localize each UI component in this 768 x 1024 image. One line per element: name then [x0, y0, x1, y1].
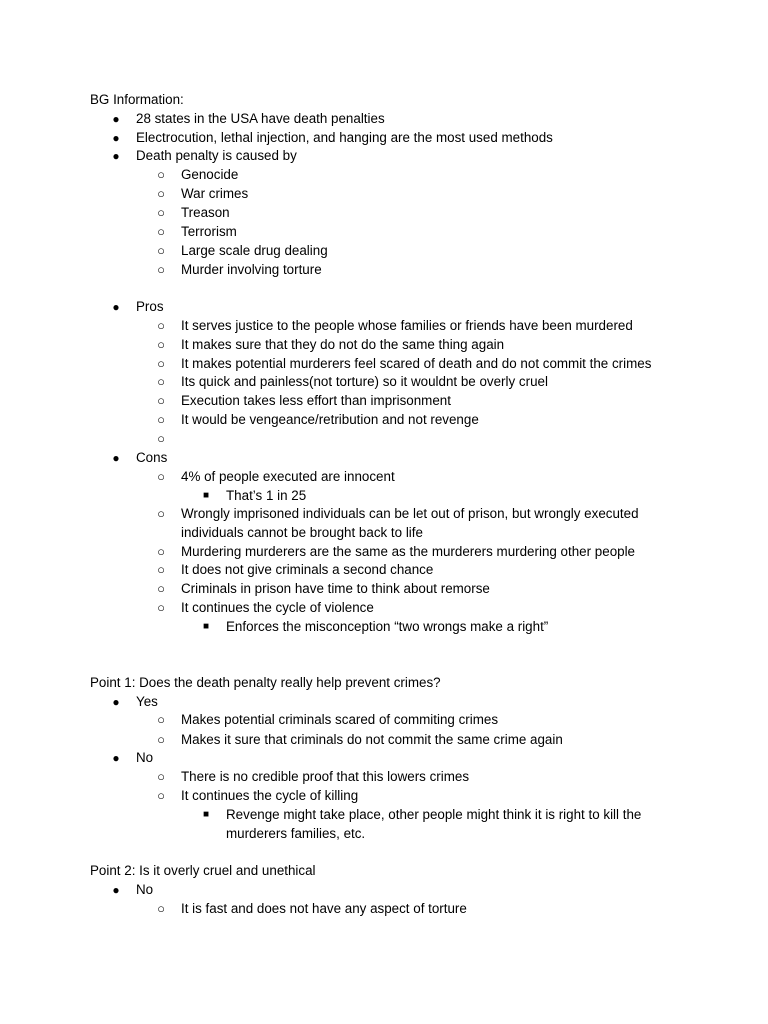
- bullet-disc: ●: [112, 751, 120, 765]
- list-item-text: It continues the cycle of violence: [181, 600, 374, 615]
- bullet-circle: ○: [157, 186, 165, 201]
- list-item-text: It is fast and does not have any aspect of torture: [181, 901, 467, 916]
- list-item-text: It continues the cycle of killing: [181, 788, 359, 803]
- list-item-text: individuals cannot be brought back to life: [181, 525, 423, 540]
- bullet-circle: ○: [157, 581, 165, 596]
- bullet-circle: ○: [157, 374, 165, 389]
- bullet-circle: ○: [157, 262, 165, 277]
- list-item-text: Electrocution, lethal injection, and hanging are the most used methods: [136, 130, 553, 145]
- bullet-disc: ●: [112, 149, 120, 163]
- bullet-disc: ●: [112, 131, 120, 145]
- bullet-circle: ○: [157, 544, 165, 559]
- bullet-circle: ○: [157, 224, 165, 239]
- bullet-circle: ○: [157, 318, 165, 333]
- bullet-circle: ○: [157, 712, 165, 727]
- point1-heading: Point 1: Does the death penalty really help prevent crimes?: [90, 675, 441, 690]
- list-item-text: Terrorism: [181, 224, 237, 239]
- yes-label: Yes: [136, 694, 158, 709]
- bullet-disc: ●: [112, 695, 120, 709]
- bullet-circle: ○: [157, 205, 165, 220]
- list-item-text: murderers families, etc.: [226, 826, 366, 841]
- list-item-text: 4% of people executed are innocent: [181, 469, 395, 484]
- no-label: No: [136, 882, 154, 897]
- bullet-circle: ○: [157, 431, 165, 446]
- bullet-disc: ●: [112, 883, 120, 897]
- list-item-text: It makes potential murderers feel scared of death and do not commit the crimes: [181, 356, 652, 371]
- bullet-circle: ○: [157, 243, 165, 258]
- list-item-text: Revenge might take place, other people might think it is right to kill the: [226, 807, 642, 822]
- bullet-circle: ○: [157, 337, 165, 352]
- list-item-text: 28 states in the USA have death penalties: [136, 111, 385, 126]
- list-item-text: It makes sure that they do not do the same thing again: [181, 337, 505, 352]
- point2-heading: Point 2: Is it overly cruel and unethical: [90, 863, 316, 878]
- list-item-text: Enforces the misconception “two wrongs make a right”: [226, 619, 549, 634]
- bullet-circle: ○: [157, 356, 165, 371]
- list-item-text: Criminals in prison have time to think about remorse: [181, 581, 490, 596]
- bg-heading: BG Information:: [90, 92, 184, 107]
- list-item-text: Large scale drug dealing: [181, 243, 328, 258]
- bullet-disc: ●: [112, 451, 120, 465]
- list-item-text: That’s 1 in 25: [226, 488, 307, 503]
- list-item-text: It serves justice to the people whose families or friends have been murdered: [181, 318, 633, 333]
- bullet-disc: ●: [112, 112, 120, 126]
- bullet-circle: ○: [157, 600, 165, 615]
- bullet-disc: ●: [112, 300, 120, 314]
- bullet-circle: ○: [157, 393, 165, 408]
- list-item-text: Makes it sure that criminals do not commit the same crime again: [181, 732, 563, 747]
- list-item-text: It would be vengeance/retribution and not revenge: [181, 412, 479, 427]
- list-item-text: Murder involving torture: [181, 262, 322, 277]
- bullet-square: ■: [202, 809, 210, 820]
- list-item-text: Death penalty is caused by: [136, 148, 297, 163]
- cons-label: Cons: [136, 450, 168, 465]
- list-item-text: Wrongly imprisoned individuals can be let out of prison, but wrongly executed: [181, 506, 639, 521]
- list-item-text: Makes potential criminals scared of commiting crimes: [181, 712, 499, 727]
- bullet-circle: ○: [157, 769, 165, 784]
- no-label: No: [136, 750, 154, 765]
- list-item-text: Genocide: [181, 167, 239, 182]
- bullet-circle: ○: [157, 412, 165, 427]
- bullet-square: ■: [202, 621, 210, 632]
- list-item-text: Execution takes less effort than imprisonment: [181, 393, 451, 408]
- list-item-text: Murdering murderers are the same as the murderers murdering other people: [181, 544, 636, 559]
- bullet-circle: ○: [157, 562, 165, 577]
- list-item-text: There is no credible proof that this lowers crimes: [181, 769, 470, 784]
- bullet-circle: ○: [157, 732, 165, 747]
- bullet-circle: ○: [157, 506, 165, 521]
- list-item-text: Treason: [181, 205, 230, 220]
- bullet-circle: ○: [157, 901, 165, 916]
- pros-label: Pros: [136, 299, 164, 314]
- bullet-square: ■: [202, 490, 210, 501]
- list-item-text: War crimes: [181, 186, 249, 201]
- bullet-circle: ○: [157, 469, 165, 484]
- bullet-circle: ○: [157, 167, 165, 182]
- bullet-circle: ○: [157, 788, 165, 803]
- list-item-text: It does not give criminals a second chance: [181, 562, 434, 577]
- list-item-text: Its quick and painless(not torture) so it wouldnt be overly cruel: [181, 374, 548, 389]
